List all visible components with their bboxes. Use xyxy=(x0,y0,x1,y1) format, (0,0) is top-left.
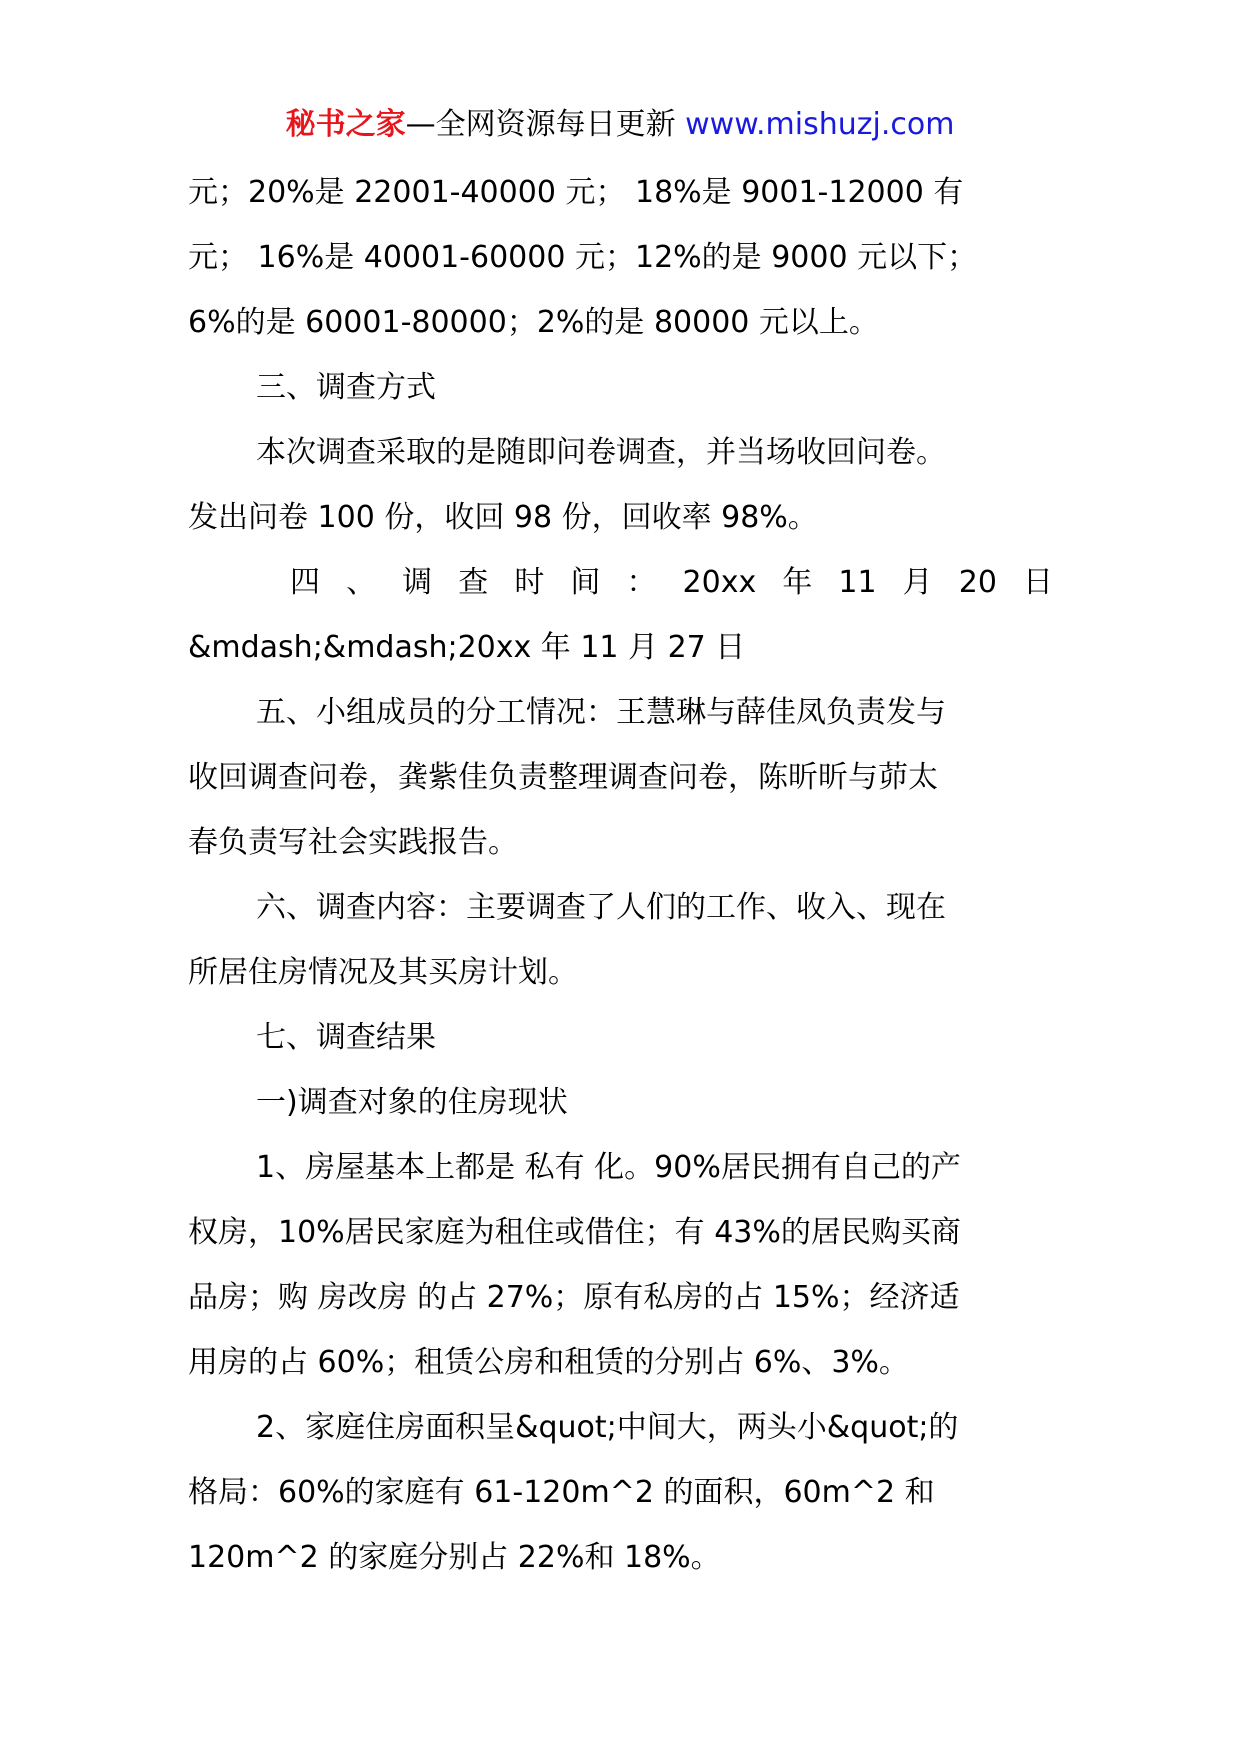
text-line: 收回调查问卷，龚紫佳负责整理调查问卷，陈昕昕与茆太 xyxy=(188,760,938,795)
time-part: 20 xyxy=(958,565,997,600)
section-heading-content: 六、调查内容：主要调查了人们的工作、收入、现在 xyxy=(256,890,946,925)
time-part: 月 xyxy=(902,565,933,600)
time-part: 时 xyxy=(514,565,545,600)
text-line: &mdash;&mdash;20xx 年 11 月 27 日 xyxy=(188,630,746,665)
section-heading-method: 三、调查方式 xyxy=(256,370,436,405)
text-line: 120m^2 的家庭分别占 22%和 18%。 xyxy=(188,1540,721,1575)
text-line: 格局：60%的家庭有 61-120m^2 的面积，60m^2 和 xyxy=(188,1475,935,1510)
text-line: 1、房屋基本上都是 私有 化。90%居民拥有自己的产 xyxy=(256,1150,961,1185)
time-part: ： xyxy=(626,565,657,600)
time-part: 四 xyxy=(290,565,320,600)
header-brand: 秘书之家 xyxy=(285,107,406,142)
time-part: 调 xyxy=(402,565,433,600)
subsection-heading: 一)调查对象的住房现状 xyxy=(256,1085,568,1120)
section-heading-results: 七、调查结果 xyxy=(256,1020,436,1055)
time-part: 、 xyxy=(346,565,377,600)
text-line: 品房；购 房改房 的占 27%；原有私房的占 15%；经济适 xyxy=(188,1280,960,1315)
text-line: 本次调查采取的是随即问卷调查，并当场收回问卷。 xyxy=(256,435,946,470)
text-line: 元；20%是 22001-40000 元； 18%是 9001-12000 有 xyxy=(188,175,964,210)
header-url-link[interactable]: www.mishuzj.com xyxy=(685,107,955,142)
text-line: 权房，10%居民家庭为租住或借住；有 43%的居民购买商 xyxy=(188,1215,961,1250)
time-part: 查 xyxy=(458,565,489,600)
time-part: 日 xyxy=(1023,565,1053,600)
text-line: 2、家庭住房面积呈&quot;中间大，两头小&quot;的 xyxy=(256,1410,959,1445)
text-line: 6%的是 60001-80000；2%的是 80000 元以上。 xyxy=(188,305,879,340)
text-line: 所居住房情况及其买房计划。 xyxy=(188,955,578,990)
time-part: 11 xyxy=(838,565,877,600)
document-body xyxy=(188,160,1053,1590)
time-part: 年 xyxy=(782,565,813,600)
header-tagline: —全网资源每日更新 xyxy=(405,107,676,142)
page-header xyxy=(0,100,1240,150)
section-heading-time xyxy=(188,550,1053,615)
text-line: 用房的占 60%；租赁公房和租赁的分别占 6%、3%。 xyxy=(188,1345,909,1380)
time-part: 间 xyxy=(570,565,601,600)
section-heading-division: 五、小组成员的分工情况：王慧琳与薛佳凤负责发与 xyxy=(256,695,946,730)
text-line: 元； 16%是 40001-60000 元；12%的是 9000 元以下； xyxy=(188,240,978,275)
text-line: 春负责写社会实践报告。 xyxy=(188,825,518,860)
text-line: 发出问卷 100 份，收回 98 份，回收率 98%。 xyxy=(188,500,818,535)
time-part: 20xx xyxy=(682,565,757,600)
